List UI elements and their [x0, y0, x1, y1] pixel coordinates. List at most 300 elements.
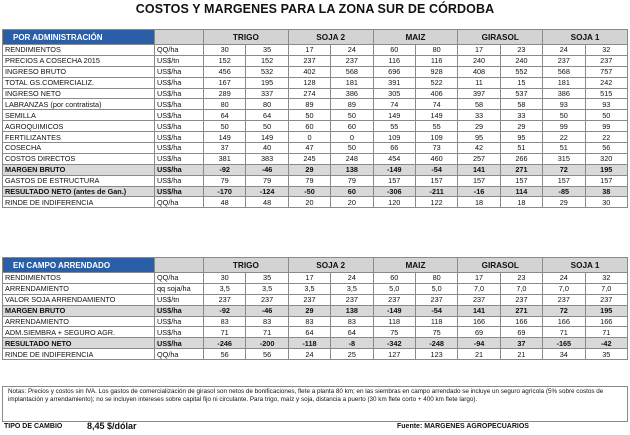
- section-title: POR ADMINISTRACIÓN: [3, 30, 155, 45]
- row-unit: US$/ha: [155, 327, 204, 338]
- value-cell: 60: [331, 186, 373, 197]
- row-unit: QQ/ha: [155, 349, 204, 360]
- table-row: [3, 294, 628, 305]
- value-cell: 386: [331, 88, 373, 99]
- value-cell: 37: [500, 338, 542, 349]
- section-title: EN CAMPO ARRENDADO: [3, 258, 155, 273]
- row-unit: US$/tn: [155, 294, 204, 305]
- value-cell: 274: [288, 88, 330, 99]
- value-cell: 15: [500, 77, 542, 88]
- value-cell: 30: [204, 273, 246, 284]
- value-cell: 50: [246, 121, 288, 132]
- value-cell: 123: [415, 349, 457, 360]
- table-row: [3, 110, 628, 121]
- value-cell: -165: [543, 338, 585, 349]
- value-cell: 18: [458, 197, 500, 208]
- value-cell: 29: [543, 197, 585, 208]
- row-unit: US$/ha: [155, 186, 204, 197]
- value-cell: 515: [585, 88, 627, 99]
- value-cell: 58: [500, 99, 542, 110]
- value-cell: 71: [204, 327, 246, 338]
- value-cell: -54: [415, 164, 457, 175]
- value-cell: 22: [543, 132, 585, 143]
- row-label: SEMILLA: [3, 110, 155, 121]
- value-cell: 17: [288, 45, 330, 56]
- row-label: RENDIMIENTOS: [3, 45, 155, 56]
- value-cell: 23: [500, 45, 542, 56]
- value-cell: 29: [500, 121, 542, 132]
- value-cell: 242: [585, 77, 627, 88]
- value-cell: 320: [585, 153, 627, 164]
- value-cell: 93: [585, 99, 627, 110]
- value-cell: -118: [288, 338, 330, 349]
- crop-header: SOJA 1: [543, 30, 628, 45]
- value-cell: -46: [246, 164, 288, 175]
- value-cell: 33: [500, 110, 542, 121]
- value-cell: 157: [500, 175, 542, 186]
- crop-header: SOJA 1: [543, 258, 628, 273]
- table-row: [3, 132, 628, 143]
- value-cell: -94: [458, 338, 500, 349]
- value-cell: 195: [246, 77, 288, 88]
- value-cell: 157: [415, 175, 457, 186]
- table-row: [3, 66, 628, 77]
- value-cell: 47: [288, 143, 330, 154]
- table-row: [3, 305, 628, 316]
- value-cell: 50: [585, 110, 627, 121]
- value-cell: 237: [585, 55, 627, 66]
- value-cell: -46: [246, 305, 288, 316]
- value-cell: 99: [543, 121, 585, 132]
- value-cell: -248: [415, 338, 457, 349]
- crop-header: GIRASOL: [458, 258, 543, 273]
- value-cell: -306: [373, 186, 415, 197]
- value-cell: 80: [415, 45, 457, 56]
- value-cell: 50: [204, 121, 246, 132]
- row-unit: US$/tn: [155, 55, 204, 66]
- value-cell: 50: [331, 143, 373, 154]
- row-label: PRECIOS A COSECHA 2015: [3, 55, 155, 66]
- value-cell: 50: [288, 110, 330, 121]
- value-cell: 24: [543, 273, 585, 284]
- header-unit-cell: [155, 258, 204, 273]
- value-cell: 116: [415, 55, 457, 66]
- value-cell: 138: [331, 164, 373, 175]
- table-row: [3, 316, 628, 327]
- table-row: [3, 349, 628, 360]
- value-cell: 127: [373, 349, 415, 360]
- value-cell: 79: [288, 175, 330, 186]
- value-cell: -54: [415, 305, 457, 316]
- row-label: RESULTADO NETO: [3, 338, 155, 349]
- notes: Notas: Precios y costos sin IVA. Los gastos de comercialización de girasol son netos de bonificaciones, flete a planta 80 km; en las siembras en campo arrendado se incluye un seguro agrícola (5% sobre costos de implantación y arrendamiento); no se incluyen intereses sobre capital fijo ni circulante. Para trigo, maíz y soja, distancia a puerto (30 km flete corto + 400 km flete largo).: [2, 386, 628, 422]
- value-cell: 149: [246, 132, 288, 143]
- table-por-administracion: [2, 29, 628, 208]
- value-cell: 237: [585, 294, 627, 305]
- row-unit: US$/ha: [155, 110, 204, 121]
- row-unit: US$/ha: [155, 316, 204, 327]
- value-cell: -342: [373, 338, 415, 349]
- value-cell: -16: [458, 186, 500, 197]
- value-cell: 109: [415, 132, 457, 143]
- row-label: GASTOS DE ESTRUCTURA: [3, 175, 155, 186]
- header-unit-cell: [155, 30, 204, 45]
- value-cell: 271: [500, 305, 542, 316]
- value-cell: 79: [204, 175, 246, 186]
- value-cell: 537: [500, 88, 542, 99]
- value-cell: 240: [500, 55, 542, 66]
- value-cell: 568: [543, 66, 585, 77]
- value-cell: 141: [458, 164, 500, 175]
- value-cell: 72: [543, 164, 585, 175]
- value-cell: 152: [204, 55, 246, 66]
- value-cell: 30: [585, 197, 627, 208]
- table-row: [3, 77, 628, 88]
- value-cell: 289: [204, 88, 246, 99]
- crop-header: MAIZ: [373, 30, 458, 45]
- value-cell: 157: [458, 175, 500, 186]
- exchange-rate-label: TIPO DE CAMBIO: [4, 423, 63, 430]
- value-cell: 237: [288, 55, 330, 66]
- value-cell: 305: [373, 88, 415, 99]
- value-cell: 315: [543, 153, 585, 164]
- value-cell: 32: [585, 45, 627, 56]
- value-cell: 552: [500, 66, 542, 77]
- value-cell: 80: [246, 99, 288, 110]
- table-header-row: [3, 258, 628, 273]
- crop-header: SOJA 2: [288, 30, 373, 45]
- value-cell: 95: [458, 132, 500, 143]
- value-cell: 257: [458, 153, 500, 164]
- row-unit: US$/ha: [155, 99, 204, 110]
- table-row: [3, 283, 628, 294]
- value-cell: 271: [500, 164, 542, 175]
- footer: [2, 422, 628, 434]
- value-cell: 74: [373, 99, 415, 110]
- value-cell: 23: [500, 273, 542, 284]
- value-cell: 79: [331, 175, 373, 186]
- value-cell: 83: [288, 316, 330, 327]
- value-cell: 29: [288, 164, 330, 175]
- row-label: LABRANZAS (por contratista): [3, 99, 155, 110]
- row-unit: qq soja/ha: [155, 283, 204, 294]
- table-header-row: [3, 30, 628, 45]
- value-cell: 118: [415, 316, 457, 327]
- value-cell: 181: [543, 77, 585, 88]
- table-row: [3, 99, 628, 110]
- row-unit: US$/ha: [155, 153, 204, 164]
- value-cell: 237: [415, 294, 457, 305]
- value-cell: -124: [246, 186, 288, 197]
- value-cell: 22: [585, 132, 627, 143]
- value-cell: 167: [204, 77, 246, 88]
- value-cell: 58: [458, 99, 500, 110]
- value-cell: 237: [373, 294, 415, 305]
- value-cell: 75: [415, 327, 457, 338]
- value-cell: 696: [373, 66, 415, 77]
- value-cell: 0: [331, 132, 373, 143]
- value-cell: 397: [458, 88, 500, 99]
- value-cell: 391: [373, 77, 415, 88]
- value-cell: 30: [204, 45, 246, 56]
- row-unit: US$/ha: [155, 88, 204, 99]
- page-title: COSTOS Y MARGENES PARA LA ZONA SUR DE CÓRDOBA: [135, 2, 495, 16]
- value-cell: 64: [204, 110, 246, 121]
- value-cell: 38: [585, 186, 627, 197]
- value-cell: 181: [331, 77, 373, 88]
- table-row: [3, 164, 628, 175]
- value-cell: 7,0: [458, 283, 500, 294]
- crop-header: SOJA 2: [288, 258, 373, 273]
- value-cell: 20: [331, 197, 373, 208]
- row-label: RINDE DE INDIFERENCIA: [3, 349, 155, 360]
- value-cell: 89: [288, 99, 330, 110]
- value-cell: 55: [373, 121, 415, 132]
- value-cell: 3,5: [204, 283, 246, 294]
- crop-header: TRIGO: [204, 258, 289, 273]
- row-label: INGRESO BRUTO: [3, 66, 155, 77]
- value-cell: 237: [331, 294, 373, 305]
- value-cell: 532: [246, 66, 288, 77]
- value-cell: 50: [543, 110, 585, 121]
- crop-header: MAIZ: [373, 258, 458, 273]
- value-cell: 408: [458, 66, 500, 77]
- value-cell: 120: [373, 197, 415, 208]
- value-cell: -85: [543, 186, 585, 197]
- row-label: COSECHA: [3, 143, 155, 154]
- value-cell: 75: [373, 327, 415, 338]
- value-cell: 128: [288, 77, 330, 88]
- value-cell: 3,5: [331, 283, 373, 294]
- value-cell: 33: [458, 110, 500, 121]
- value-cell: 928: [415, 66, 457, 77]
- value-cell: 60: [288, 121, 330, 132]
- value-cell: 237: [288, 294, 330, 305]
- table-row: [3, 88, 628, 99]
- value-cell: 71: [543, 327, 585, 338]
- value-cell: 406: [415, 88, 457, 99]
- row-label: COSTOS DIRECTOS: [3, 153, 155, 164]
- value-cell: 40: [246, 143, 288, 154]
- table-row: [3, 197, 628, 208]
- row-unit: US$/ha: [155, 175, 204, 186]
- value-cell: 166: [500, 316, 542, 327]
- value-cell: 166: [585, 316, 627, 327]
- value-cell: 21: [458, 349, 500, 360]
- value-cell: 71: [585, 327, 627, 338]
- value-cell: 114: [500, 186, 542, 197]
- value-cell: 7,0: [500, 283, 542, 294]
- value-cell: 66: [373, 143, 415, 154]
- value-cell: 60: [373, 45, 415, 56]
- value-cell: 195: [585, 305, 627, 316]
- row-label: RENDIMIENTOS: [3, 273, 155, 284]
- value-cell: 3,5: [246, 283, 288, 294]
- value-cell: 29: [458, 121, 500, 132]
- value-cell: 35: [585, 349, 627, 360]
- table-row: [3, 327, 628, 338]
- value-cell: 456: [204, 66, 246, 77]
- row-unit: QQ/ha: [155, 45, 204, 56]
- value-cell: 237: [331, 55, 373, 66]
- value-cell: 402: [288, 66, 330, 77]
- value-cell: 35: [246, 273, 288, 284]
- value-cell: 56: [204, 349, 246, 360]
- value-cell: 48: [246, 197, 288, 208]
- value-cell: 34: [543, 349, 585, 360]
- row-label: ADM.SIEMBRA + SEGURO AGR.: [3, 327, 155, 338]
- value-cell: 69: [500, 327, 542, 338]
- row-unit: US$/ha: [155, 305, 204, 316]
- value-cell: 237: [500, 294, 542, 305]
- value-cell: -170: [204, 186, 246, 197]
- table-row: [3, 143, 628, 154]
- value-cell: 37: [204, 143, 246, 154]
- value-cell: 149: [415, 110, 457, 121]
- value-cell: 72: [543, 305, 585, 316]
- value-cell: 757: [585, 66, 627, 77]
- value-cell: -149: [373, 305, 415, 316]
- value-cell: 383: [246, 153, 288, 164]
- table-row: [3, 338, 628, 349]
- row-label: RESULTADO NETO (antes de Gan.): [3, 186, 155, 197]
- row-unit: US$/ha: [155, 143, 204, 154]
- row-unit: QQ/ha: [155, 273, 204, 284]
- value-cell: 122: [415, 197, 457, 208]
- row-unit: US$/ha: [155, 121, 204, 132]
- value-cell: 64: [331, 327, 373, 338]
- value-cell: 5,0: [415, 283, 457, 294]
- value-cell: 89: [331, 99, 373, 110]
- value-cell: 48: [204, 197, 246, 208]
- value-cell: 20: [288, 197, 330, 208]
- table-campo-arrendado: [2, 257, 628, 360]
- value-cell: 99: [585, 121, 627, 132]
- table-row: [3, 45, 628, 56]
- row-label: TOTAL GS.COMERCIALIZ.: [3, 77, 155, 88]
- value-cell: 24: [288, 349, 330, 360]
- row-label: ARRENDAMIENTO: [3, 283, 155, 294]
- value-cell: 83: [331, 316, 373, 327]
- value-cell: -92: [204, 305, 246, 316]
- value-cell: 149: [373, 110, 415, 121]
- value-cell: 55: [415, 121, 457, 132]
- value-cell: 152: [246, 55, 288, 66]
- table-row: [3, 153, 628, 164]
- value-cell: 237: [204, 294, 246, 305]
- value-cell: 522: [415, 77, 457, 88]
- value-cell: -42: [585, 338, 627, 349]
- value-cell: 11: [458, 77, 500, 88]
- value-cell: -8: [331, 338, 373, 349]
- row-unit: US$/ha: [155, 77, 204, 88]
- value-cell: 79: [246, 175, 288, 186]
- value-cell: 454: [373, 153, 415, 164]
- value-cell: 51: [500, 143, 542, 154]
- table-row: [3, 175, 628, 186]
- row-unit: US$/ha: [155, 66, 204, 77]
- value-cell: 157: [373, 175, 415, 186]
- value-cell: -149: [373, 164, 415, 175]
- source-label: Fuente: MARGENES AGROPECUARIOS: [397, 423, 529, 430]
- value-cell: 18: [500, 197, 542, 208]
- row-label: ARRENDAMIENTO: [3, 316, 155, 327]
- value-cell: 116: [373, 55, 415, 66]
- table-row: [3, 121, 628, 132]
- value-cell: 83: [204, 316, 246, 327]
- row-label: AGROQUIMICOS: [3, 121, 155, 132]
- value-cell: 381: [204, 153, 246, 164]
- crop-header: GIRASOL: [458, 30, 543, 45]
- row-label: RINDE DE INDIFERENCIA: [3, 197, 155, 208]
- value-cell: -211: [415, 186, 457, 197]
- value-cell: 460: [415, 153, 457, 164]
- value-cell: 0: [288, 132, 330, 143]
- value-cell: 35: [246, 45, 288, 56]
- value-cell: 237: [543, 294, 585, 305]
- value-cell: 240: [458, 55, 500, 66]
- value-cell: 237: [246, 294, 288, 305]
- table-row: [3, 186, 628, 197]
- value-cell: 568: [331, 66, 373, 77]
- value-cell: 24: [331, 45, 373, 56]
- value-cell: 42: [458, 143, 500, 154]
- value-cell: 266: [500, 153, 542, 164]
- value-cell: 64: [246, 110, 288, 121]
- row-label: INGRESO NETO: [3, 88, 155, 99]
- value-cell: 32: [585, 273, 627, 284]
- value-cell: 74: [415, 99, 457, 110]
- value-cell: 25: [331, 349, 373, 360]
- value-cell: 56: [585, 143, 627, 154]
- value-cell: 386: [543, 88, 585, 99]
- value-cell: 166: [543, 316, 585, 327]
- table-row: [3, 55, 628, 66]
- value-cell: 71: [246, 327, 288, 338]
- value-cell: 118: [373, 316, 415, 327]
- value-cell: 56: [246, 349, 288, 360]
- value-cell: 3,5: [288, 283, 330, 294]
- value-cell: -246: [204, 338, 246, 349]
- value-cell: 5,0: [373, 283, 415, 294]
- value-cell: 166: [458, 316, 500, 327]
- value-cell: 337: [246, 88, 288, 99]
- value-cell: 157: [543, 175, 585, 186]
- value-cell: 60: [331, 121, 373, 132]
- value-cell: -92: [204, 164, 246, 175]
- value-cell: 109: [373, 132, 415, 143]
- value-cell: 64: [288, 327, 330, 338]
- value-cell: 21: [500, 349, 542, 360]
- value-cell: 138: [331, 305, 373, 316]
- value-cell: 17: [458, 273, 500, 284]
- value-cell: -200: [246, 338, 288, 349]
- value-cell: 95: [500, 132, 542, 143]
- value-cell: 80: [204, 99, 246, 110]
- table-row: [3, 273, 628, 284]
- value-cell: 17: [288, 273, 330, 284]
- value-cell: 24: [331, 273, 373, 284]
- value-cell: 29: [288, 305, 330, 316]
- value-cell: 24: [543, 45, 585, 56]
- row-label: VALOR SOJA ARRENDAMIENTO: [3, 294, 155, 305]
- value-cell: 149: [204, 132, 246, 143]
- value-cell: 73: [415, 143, 457, 154]
- value-cell: 237: [543, 55, 585, 66]
- value-cell: 157: [585, 175, 627, 186]
- value-cell: 248: [331, 153, 373, 164]
- row-label: MARGEN BRUTO: [3, 305, 155, 316]
